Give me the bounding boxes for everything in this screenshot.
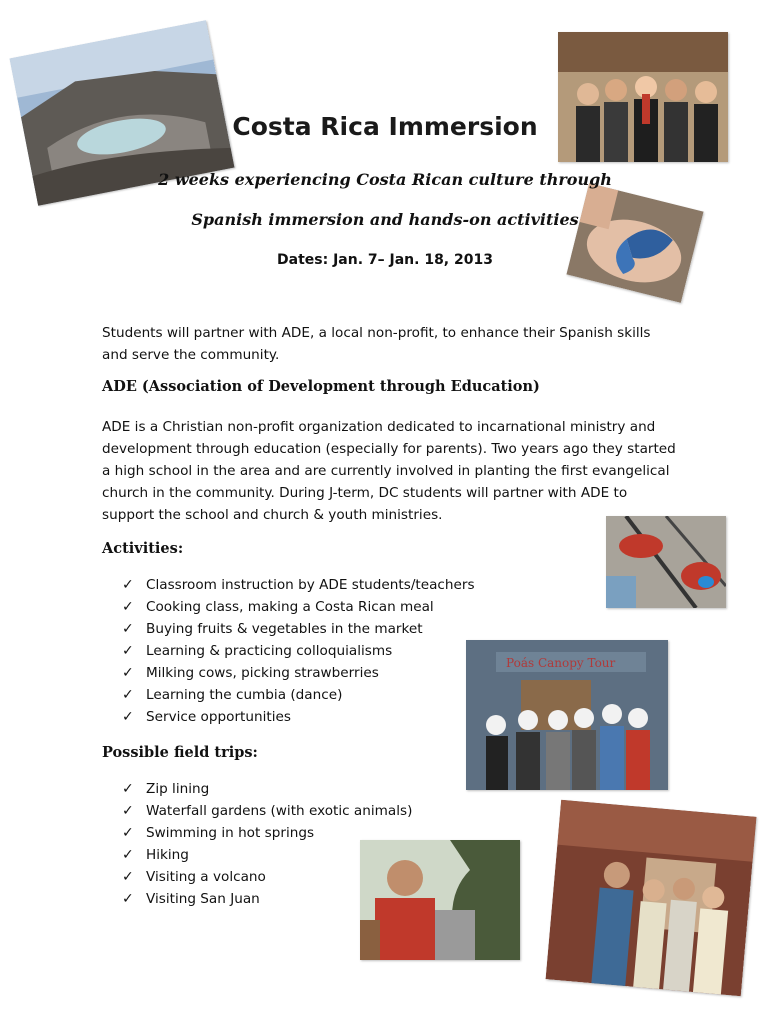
list-item: ✓ Swimming in hot springs: [122, 822, 412, 844]
cooking-group-photo: [546, 800, 757, 996]
list-item: ✓ Service opportunities: [122, 706, 475, 728]
list-item: ✓ Milking cows, picking strawberries: [122, 662, 475, 684]
check-icon: ✓: [122, 781, 134, 797]
activities-list: [122, 574, 475, 728]
photo-sign-text: Poás Canopy Tour: [506, 656, 616, 670]
dates-text: Dates: Jan. 7– Jan. 18, 2013: [277, 252, 493, 268]
field-trips-heading: Possible field trips:: [102, 744, 258, 761]
check-icon: ✓: [122, 803, 134, 819]
list-item: ✓ Cooking class, making a Costa Rican meal: [122, 596, 475, 618]
list-item: ✓ Classroom instruction by ADE students/teachers: [122, 574, 475, 596]
subtitle-line-1: 2 weeks experiencing Costa Rican culture through: [158, 170, 612, 189]
zipline-group-photo: [466, 640, 668, 790]
check-icon: ✓: [122, 825, 134, 841]
field-trips-list: [122, 778, 412, 910]
list-item: ✓ Learning the cumbia (dance): [122, 684, 475, 706]
list-item: ✓ Zip lining: [122, 778, 412, 800]
page-title: Costa Rica Immersion: [232, 112, 538, 141]
check-icon: ✓: [122, 621, 134, 637]
check-icon: ✓: [122, 687, 134, 703]
check-icon: ✓: [122, 891, 134, 907]
check-icon: ✓: [122, 577, 134, 593]
parrot-photo: [606, 516, 726, 608]
ade-paragraph: ADE is a Christian non-profit organization dedicated to incarnational ministry and development through education (especially for parents). Two years ago they started a high school in the area and are currently involved in planting the first evangelical church in the community. During J-term, DC students will partner with ADE to support the school and church & youth ministries.: [102, 419, 676, 523]
subtitle-line-2: Spanish immersion and hands-on activities: [191, 210, 579, 229]
check-icon: ✓: [122, 665, 134, 681]
butterfly-photo: [566, 183, 703, 303]
ade-heading: ADE (Association of Development through Education): [102, 378, 540, 395]
intro-paragraph: Students will partner with ADE, a local non-profit, to enhance their Spanish skills and serve the community.: [102, 325, 651, 363]
check-icon: ✓: [122, 643, 134, 659]
check-icon: ✓: [122, 869, 134, 885]
check-icon: ✓: [122, 599, 134, 615]
activities-heading: Activities:: [102, 540, 184, 557]
group-photo-top: [558, 32, 728, 162]
list-item: ✓ Visiting a volcano: [122, 866, 412, 888]
check-icon: ✓: [122, 847, 134, 863]
list-item: ✓ Learning & practicing colloquialisms: [122, 640, 475, 662]
list-item: ✓ Buying fruits & vegetables in the market: [122, 618, 475, 640]
list-item: ✓ Waterfall gardens (with exotic animals): [122, 800, 412, 822]
list-item: ✓ Visiting San Juan: [122, 888, 412, 910]
check-icon: ✓: [122, 709, 134, 725]
list-item: ✓ Hiking: [122, 844, 412, 866]
